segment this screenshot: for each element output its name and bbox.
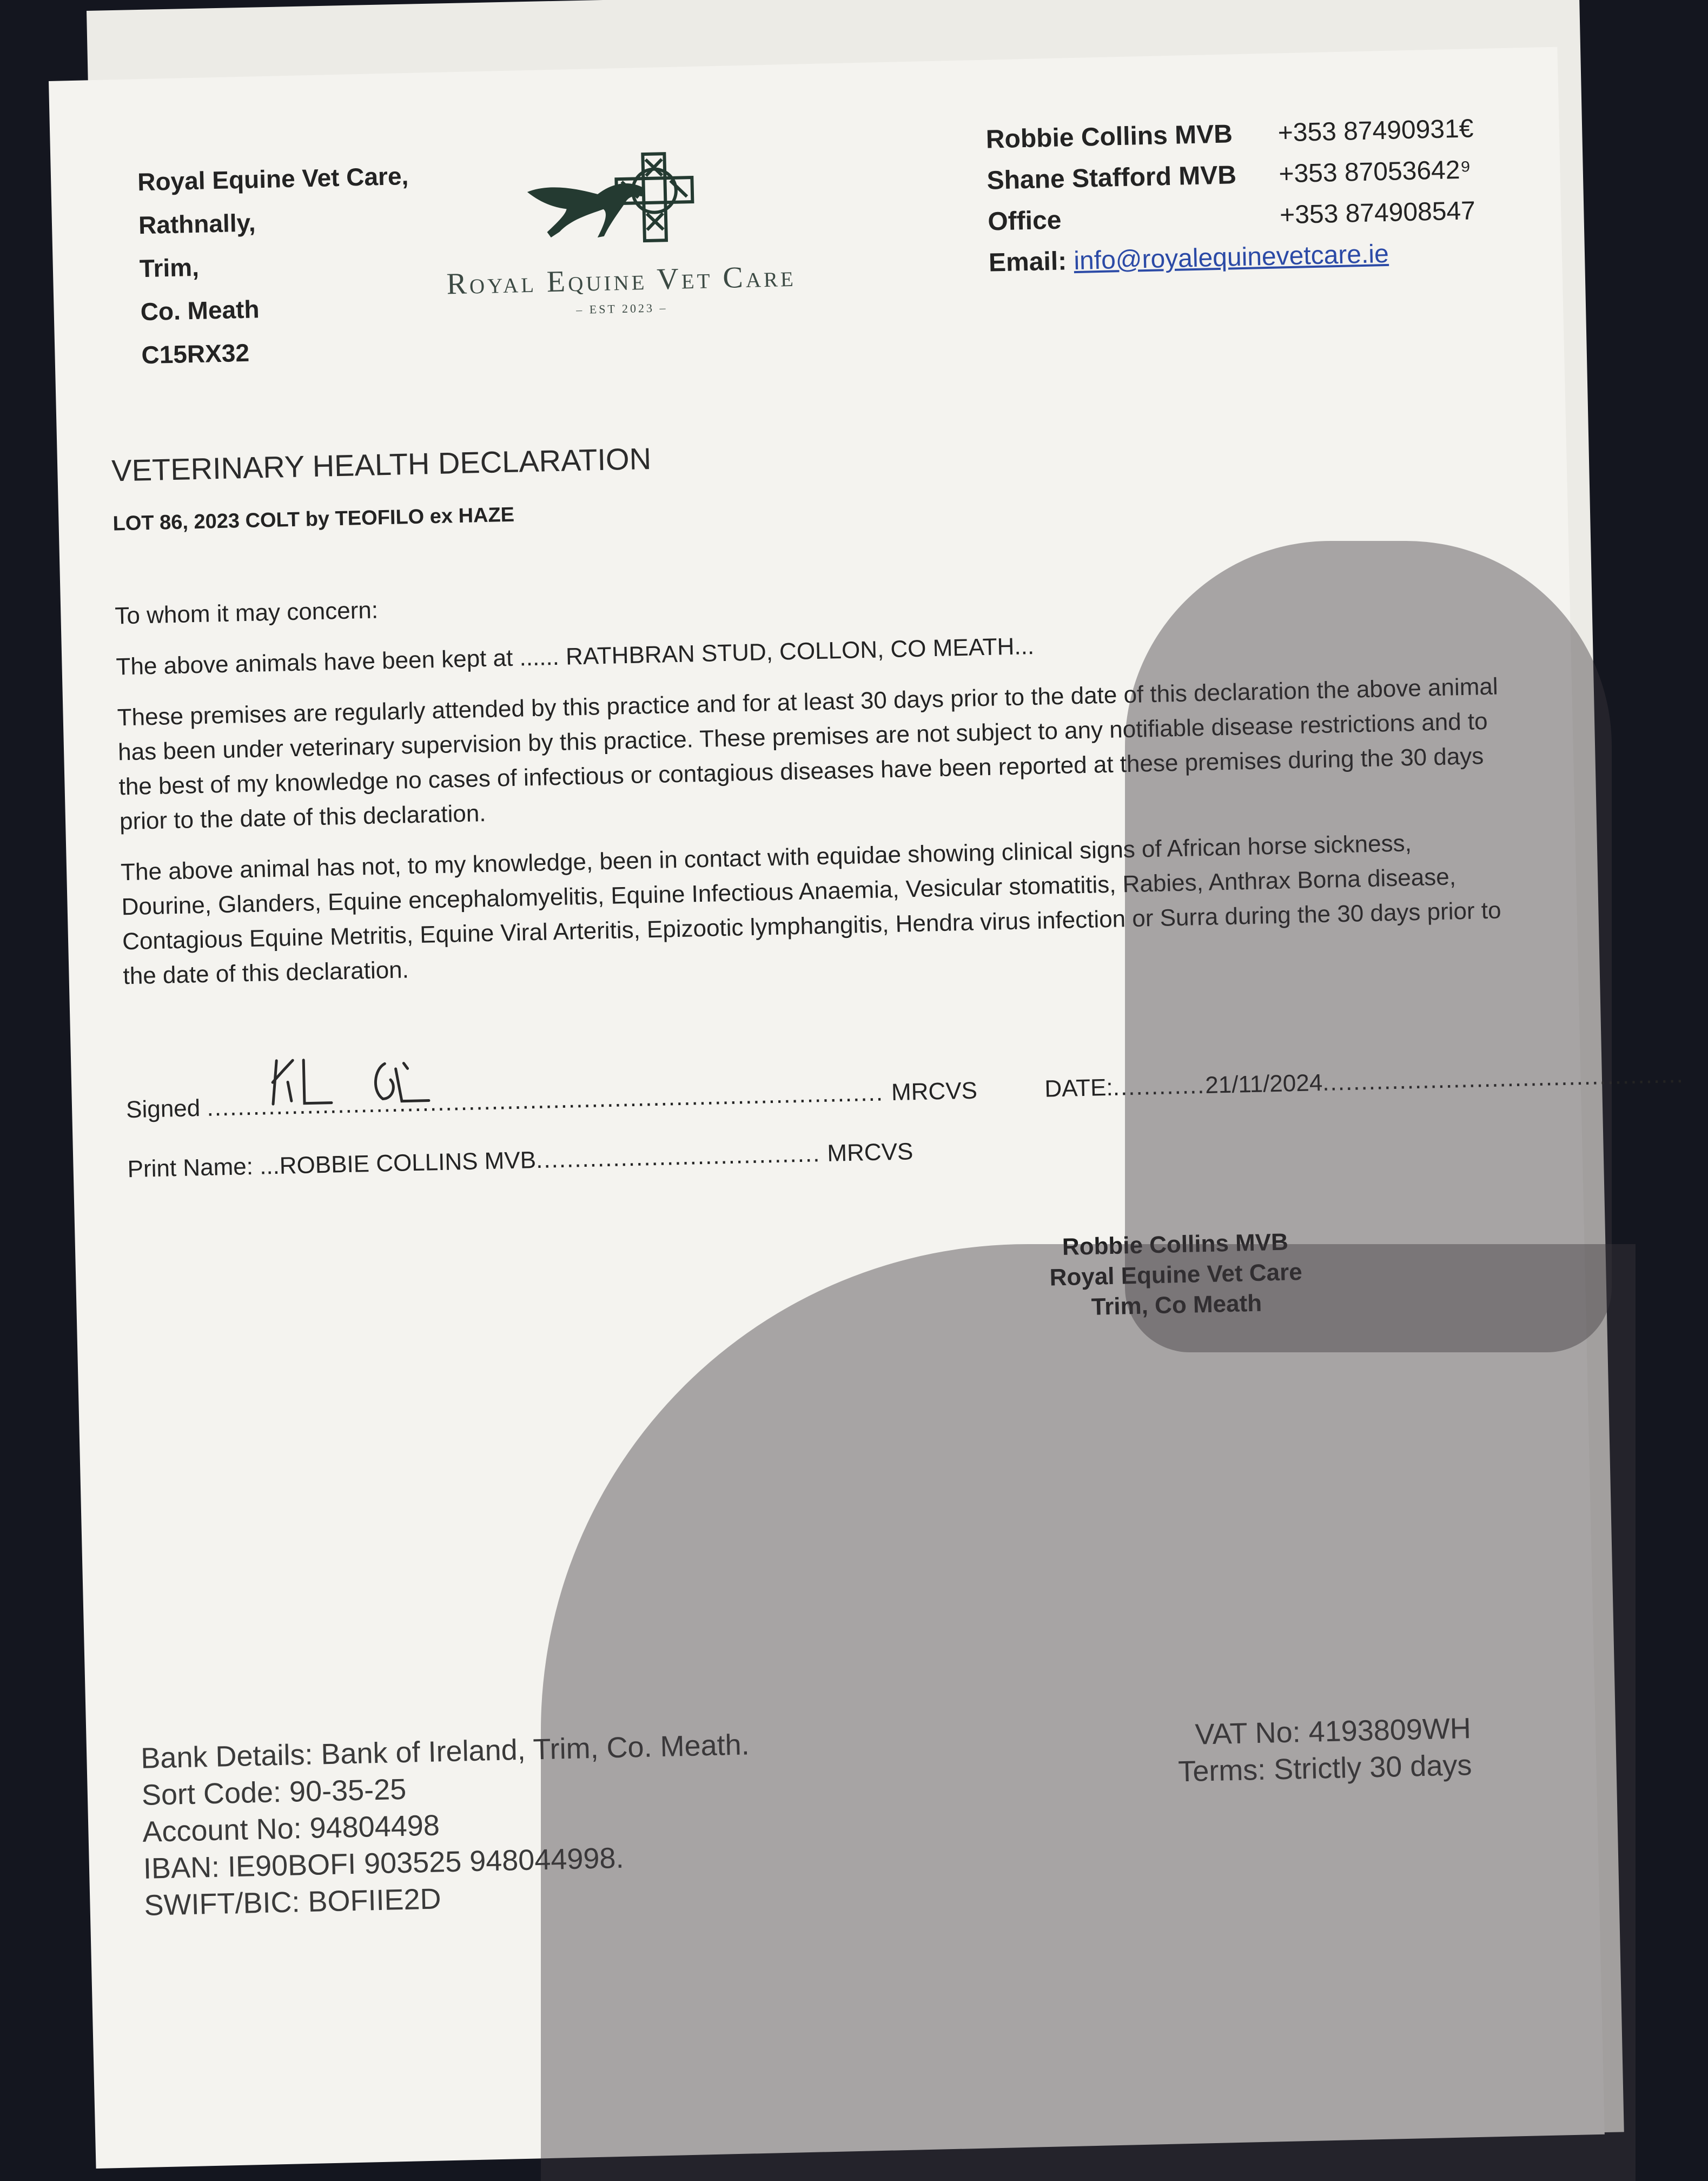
- document-sheet: [49, 47, 1685, 2169]
- bank-line: SWIFT/BIC: BOFIIE2D: [143, 1882, 442, 1922]
- email-row: Email : info@royalequinevetcare.ie: [988, 232, 1477, 283]
- practice-stamp: [1049, 1227, 1303, 1324]
- signed-label: Signed: [125, 1095, 201, 1123]
- practice-logo: [423, 145, 817, 320]
- bank-line: Account No: 94804498: [142, 1809, 440, 1848]
- practice-address: [137, 154, 413, 376]
- contact-block: [985, 108, 1477, 283]
- stamp-line: Robbie Collins MVB: [1062, 1228, 1289, 1261]
- address-line: Trim,: [139, 253, 200, 283]
- bank-line: Sort Code: 90-35-25: [141, 1773, 407, 1812]
- logo-wordmark: Royal Equine Vet Care: [446, 259, 797, 301]
- address-line: C15RX32: [141, 338, 250, 369]
- stamp-line: Royal Equine Vet Care: [1049, 1258, 1303, 1291]
- payment-terms: Terms: Strictly 30 days: [1177, 1749, 1472, 1788]
- contact-phone: +353 874908547: [1279, 196, 1476, 230]
- bank-details: [141, 1726, 753, 1924]
- supervision-paragraph: These premises are regularly attended by this practice and for at least 30 days prior to the date of this declaration the above animal has been under veterinary supervision by this practice. These premises are not subject to any notifiable disease restrictions and to the best of my knowledge no cases of infectious or contagious diseases have been reported at these premises during the 30 days prior to the date of this declaration.: [117, 673, 1499, 835]
- print-name-line: Print Name: ...ROBBIE COLLINS MVB..................................... MRCVS: [127, 1138, 913, 1183]
- vat-terms: [1168, 1710, 1472, 1790]
- mrcvs-label: MRCVS: [891, 1077, 978, 1106]
- bank-line: IBAN: IE90BOFI 903525 948044998.: [143, 1841, 625, 1885]
- date-label: DATE:: [1044, 1074, 1114, 1102]
- mrcvs-label: MRCVS: [826, 1138, 913, 1167]
- document-title: VETERINARY HEALTH DECLARATION: [111, 441, 652, 488]
- contact-phone: +353 87490931€: [1277, 114, 1474, 148]
- contact-name: Shane Stafford MVB: [987, 161, 1237, 195]
- bank-line: Bank Details: Bank of Ireland, Trim, Co. Meath.: [140, 1728, 750, 1775]
- lot-description: LOT 86, 2023 COLT by TEOFILO ex HAZE: [112, 503, 515, 536]
- contact-phone: +353 87053642⁹: [1278, 155, 1472, 189]
- declaration-body: [115, 567, 1508, 1010]
- email-link[interactable]: info@royalequinevetcare.ie: [1073, 239, 1389, 276]
- vat-number: VAT No: 4193809WH: [1194, 1712, 1472, 1751]
- horse-and-celtic-cross-icon: [515, 147, 723, 260]
- print-name-label: Print Name: ...: [127, 1152, 280, 1183]
- logo-est: – EST 2023 –: [575, 301, 668, 316]
- contact-name: Robbie Collins MVB: [985, 120, 1233, 154]
- print-name-value: ROBBIE COLLINS MVB: [279, 1147, 537, 1179]
- kept-at-statement: The above animals have been kept at ...... RATHBRAN STUD, COLLON, CO MEATH...: [116, 632, 1035, 680]
- disease-contact-paragraph: The above animal has not, to my knowledge, been in contact with equidae showing clinical signs of African horse sickness, Dourine, Glanders, Equine encephalomyelitis, Equine Infectious Anaemia, Vesicular stomatitis, Rabies, Anthrax Borna disease, Contagious Equine Metritis, Equine Viral Arteritis, Epizootic lymphangitis, Hendra virus infection or Surra during the 30 days prior to the date of this declaration.: [120, 830, 1502, 990]
- address-line: Royal Equine Vet Care,: [137, 161, 409, 196]
- declaration-date: 21/11/2024: [1204, 1069, 1323, 1099]
- address-line: Co. Meath: [140, 295, 260, 326]
- greeting: To whom it may concern:: [114, 597, 379, 630]
- email-label: Email: [988, 247, 1058, 277]
- contact-name: Office: [987, 206, 1062, 236]
- signature-line: Signed ........................................................................................ MRCVS DATE:............21/11/2024...............................................: [125, 1061, 1685, 1123]
- stamp-line: Trim, Co Meath: [1091, 1290, 1262, 1320]
- address-line: Rathnally,: [138, 208, 256, 240]
